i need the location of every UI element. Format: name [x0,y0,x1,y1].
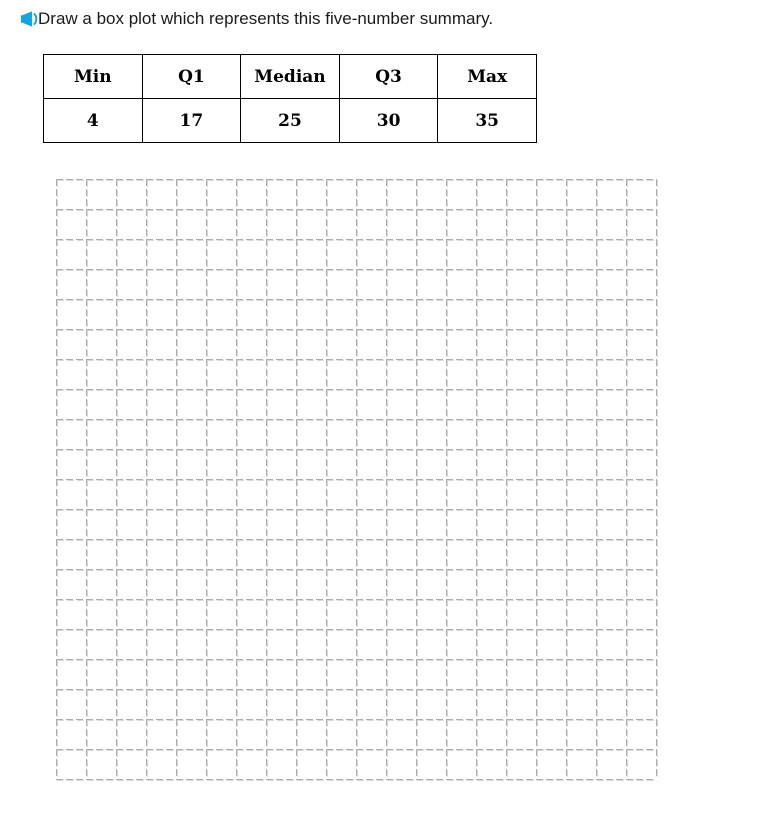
table-value-q1: 17 [142,99,241,143]
speaker-wave [34,14,36,24]
grid-lines [56,179,658,781]
drawing-grid[interactable] [56,179,658,781]
table-header-max: Max [438,55,537,99]
question-prompt [20,9,493,29]
speaker-icon [20,10,38,28]
speaker-horn [21,11,32,26]
table-header-min: Min [44,55,143,99]
table-header-q1: Q1 [142,55,241,99]
table-value-row [44,99,537,143]
table-header-median: Median [241,55,340,99]
table-value-median: 25 [241,99,340,143]
audio-button[interactable] [20,10,38,28]
prompt-text: Draw a box plot which represents this five-number summary. [38,9,494,28]
table-value-q3: 30 [339,99,438,143]
table-header-q3: Q3 [339,55,438,99]
table-header-row [44,55,537,99]
five-number-summary-table [43,54,537,143]
table-value-max: 35 [438,99,537,143]
table-value-min: 4 [44,99,143,143]
